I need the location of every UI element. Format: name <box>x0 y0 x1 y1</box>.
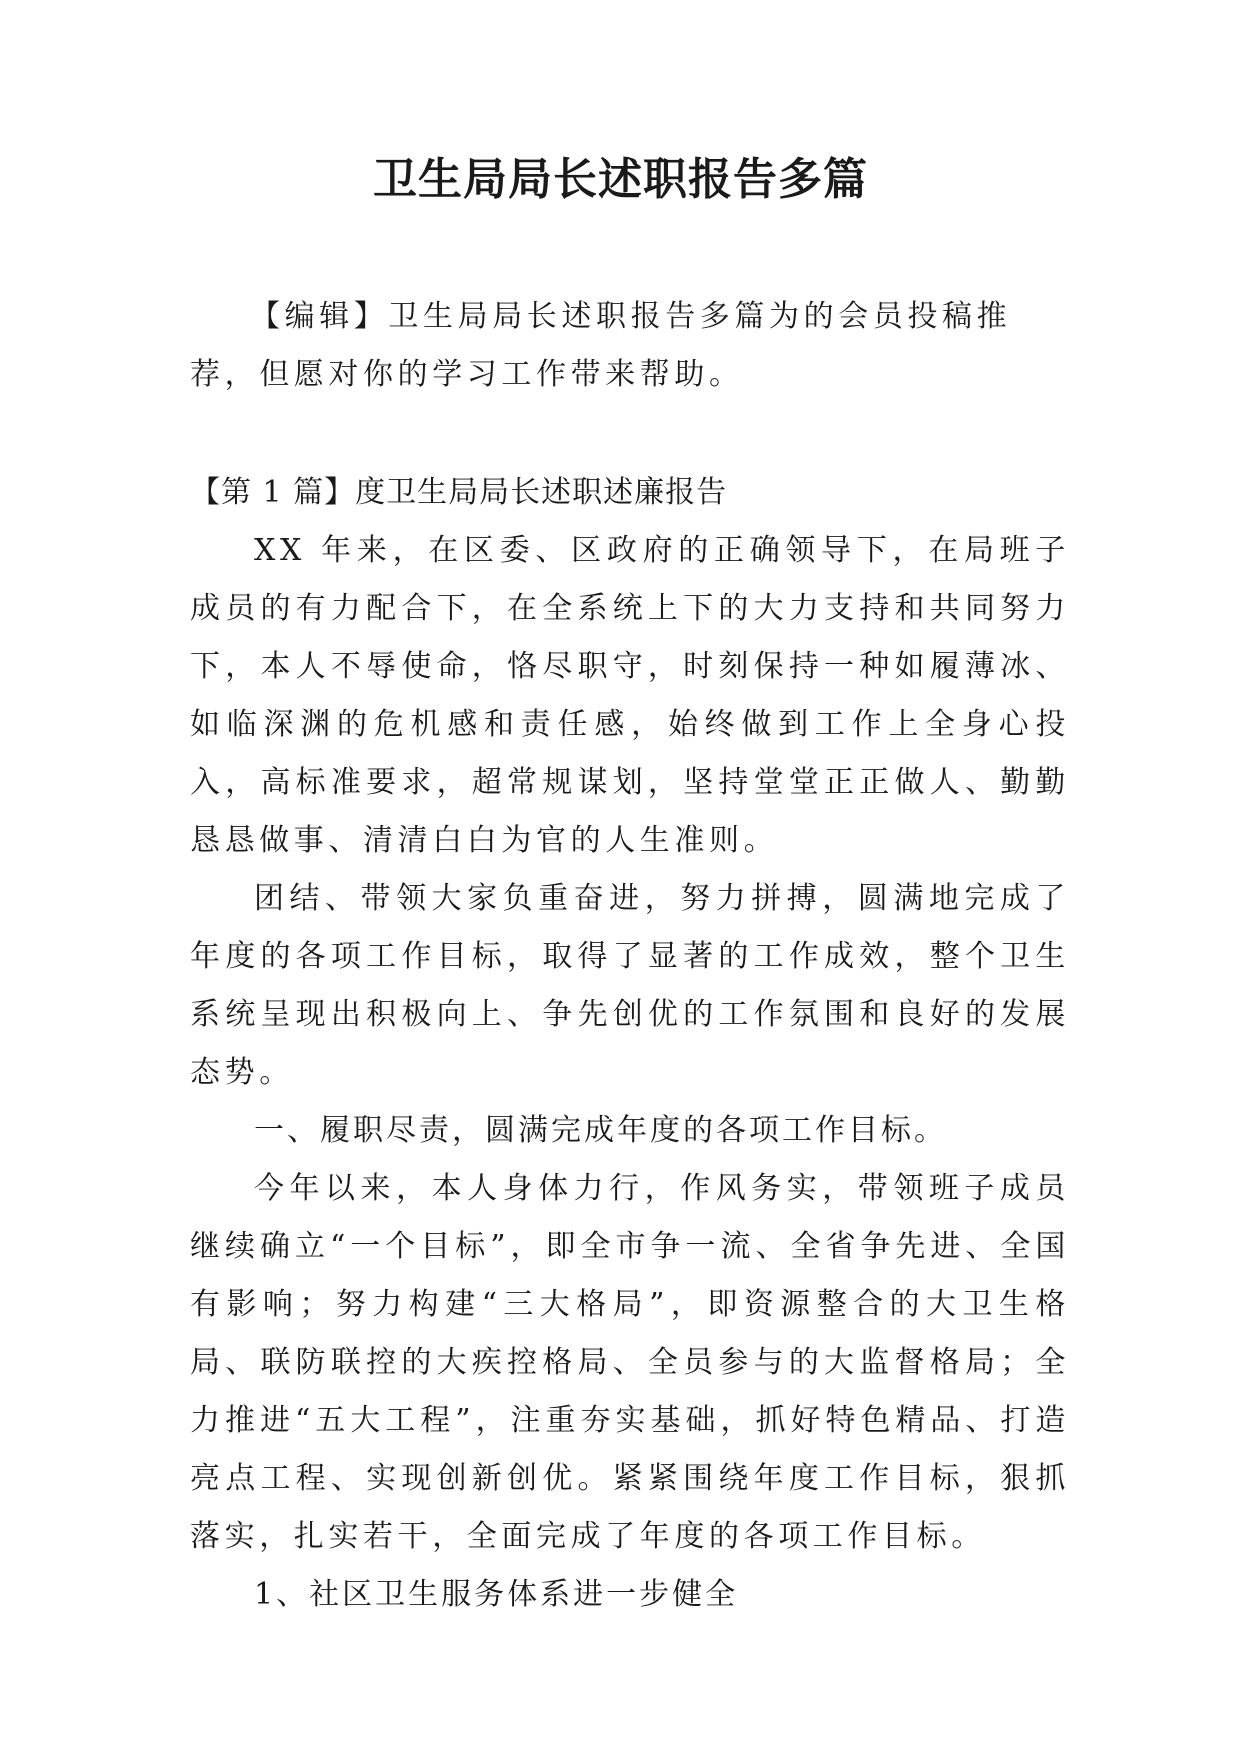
section-heading: 一、履职尽责，圆满完成年度的各项工作目标。 <box>254 1113 947 1148</box>
paragraph: 今年以来，本人身体力行，作风务实，带领班子成员继续确立“一个目标”，即全市争一流、全省争先进、全国有影响；努力构建“三大格局”，即资源整合的大卫生格局、联防联控的大疾控格局、全员参与的大监督格局；全力推进“五大工程”，注重夯实基础，抓好特色精品、打造亮点工程、实现创新创优。紧紧围绕年度工作目标，狠抓落实，扎实若干，全面完成了年度的各项工作目标。 <box>190 1171 1070 1554</box>
article-heading: 【第 1 篇】度卫生局局长述职述廉报告 <box>190 475 728 510</box>
editor-note: 【编辑】卫生局局长述职报告多篇为的会员投稿推荐，但愿对你的学习工作带来帮助。 <box>190 299 1012 392</box>
subsection-heading: 1、社区卫生服务体系进一步健全 <box>254 1577 739 1612</box>
paragraph: 团结、带领大家负重奋进，努力拼搏，圆满地完成了年度的各项工作目标，取得了显著的工作成效，整个卫生系统呈现出积极向上、争先创优的工作氛围和良好的发展态势。 <box>190 881 1070 1090</box>
document-title: 卫生局局长述职报告多篇 <box>373 154 868 205</box>
article-section <box>190 464 1070 1624</box>
paragraph: XX 年来，在区委、区政府的正确领导下，在局班子成员的有力配合下，在全系统上下的大力支持和共同努力下，本人不辱使命，恪尽职守，时刻保持一种如履薄冰、如临深渊的危机感和责任感，始终做到工作上全身心投入，高标准要求，超常规谋划，坚持堂堂正正做人、勤勤恳恳做事、清清白白为官的人生准则。 <box>190 533 1070 858</box>
